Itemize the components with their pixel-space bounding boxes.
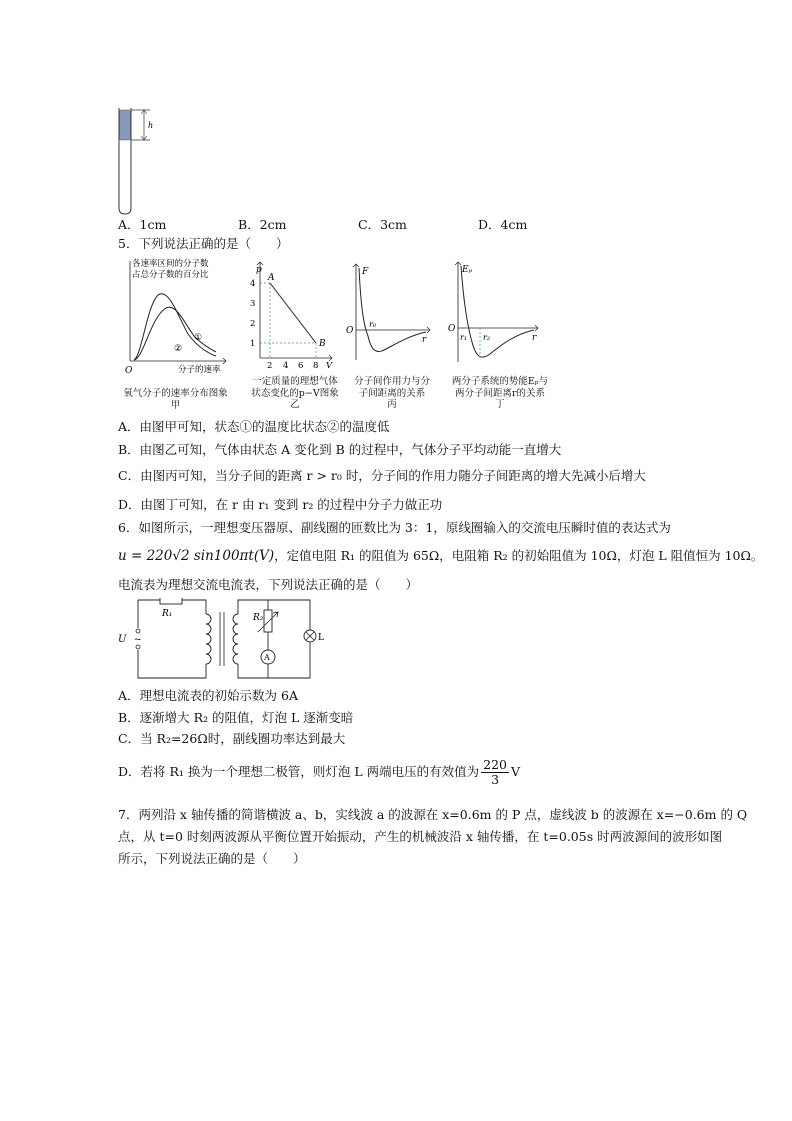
q7-stem-line-3: 所示，下列说法正确的是（ ） [118, 851, 306, 866]
resistor-box-r2 [264, 610, 272, 632]
q6-option-c[interactable]: C．当 R₂=26Ω时，副线圈功率达到最大 [118, 731, 346, 746]
jia-ylabel-2: 占总分子数的百分比 [132, 270, 209, 280]
ding-origin: O [448, 324, 456, 334]
jia-xlabel: 分子的速率 [178, 365, 221, 375]
bing-caption-line-1: 分子间作用力与分 [353, 376, 430, 387]
bing-caption-line-2: 子间距离的关系 [358, 387, 426, 399]
q6-option-a[interactable]: A．理想电流表的初始示数为 6A [118, 688, 298, 703]
q6-stem-line-2-text: ，定值电阻 R₁ 的阻值为 65Ω，电阻箱 R₂ 的初始阻值为 10Ω，灯泡 L 阻值恒为 10Ω。 [274, 548, 764, 563]
ding-caption [444, 376, 556, 411]
yi-xtick: 6 [298, 361, 304, 370]
ding-r2-label: r₂ [483, 333, 491, 342]
figure-jia-speed-distribution [118, 256, 230, 376]
yi-point-a: A [268, 273, 275, 283]
tube-h-label: h [148, 121, 154, 130]
bing-force-curve [359, 268, 426, 351]
mercury-column [120, 110, 131, 140]
q5-stem: 5．下列说法正确的是（ ） [118, 236, 289, 251]
yi-caption-line-1: 一定质量的理想气体 [252, 376, 338, 387]
q6-option-d[interactable] [118, 757, 520, 787]
bing-y-axis-label: F [362, 267, 369, 277]
glass-tube-figure [110, 104, 160, 216]
ding-r1-label: r₁ [460, 333, 468, 342]
q4-option-b[interactable]: B．2cm [238, 217, 287, 232]
bing-origin: O [346, 326, 354, 336]
ammeter-label: A [264, 653, 270, 662]
q4-option-c[interactable]: C．3cm [358, 217, 407, 232]
figure-yi-pv-graph [240, 258, 336, 370]
ding-caption-line-3: 丁 [495, 399, 505, 410]
q5-option-c[interactable]: C．由图丙可知，当分子间的距离 r > r₀ 时，分子间的作用力随分子间距离的增大先减小后增大 [118, 468, 646, 483]
jia-origin: O [125, 366, 133, 376]
q6-stem-line-1: 6．如图所示，一理想变压器原、副线圈的匝数比为 3：1，原线圈输入的交流电压瞬时值的表达式为 [118, 520, 671, 535]
q7-stem-line-1: 7．两列沿 x 轴传播的简谐横波 a、b，实线波 a 的波源在 x=0.6m 的 P 点，虚线波 b 的波源在 x=−0.6m 的 Q [118, 807, 748, 822]
q5-option-d[interactable]: D．由图丁可知，在 r 由 r₁ 变到 r₂ 的过程中分子力做正功 [118, 497, 443, 512]
yi-caption-line-3: 乙 [290, 399, 300, 410]
figure-ding-potential-energy [444, 258, 544, 370]
primary-coil [206, 614, 211, 664]
ding-caption-line-2: 两分子间距离r的关系 [454, 387, 546, 399]
q5-option-b[interactable]: B．由图乙可知，气体由状态 A 变化到 B 的过程中，气体分子平均动能一直增大 [118, 442, 562, 457]
jia-ylabel-1: 各速率区间的分子数 [132, 259, 209, 269]
q6-option-d-text: D．若将 R₁ 换为一个理想二极管，则灯泡 L 两端电压的有效值为 [118, 764, 480, 779]
yi-ytick: 1 [250, 339, 256, 349]
q6-option-d-unit: V [511, 764, 521, 779]
figure-bing-force-distance [344, 260, 436, 370]
q6-stem-line-3: 电流表为理想交流电流表，下列说法正确的是（ ） [118, 577, 419, 592]
q6-stem-line-2 [118, 548, 763, 564]
yi-point-b: B [319, 339, 326, 349]
secondary-coil [233, 614, 238, 664]
jia-caption-line-2: 甲 [170, 399, 181, 411]
bing-caption [342, 376, 442, 411]
lamp-label: L [318, 633, 324, 643]
yi-process-line [270, 283, 316, 343]
q7-stem-line-2: 点，从 t=0 时刻两波源从平衡位置开始振动，产生的机械波沿 x 轴传播，在 t=0.05s 时两波源间的波形如图 [118, 829, 723, 844]
bing-caption-line-3: 丙 [387, 399, 397, 410]
jia-curve-2-label: ② [174, 344, 183, 354]
bing-x-axis-label: r [422, 335, 427, 345]
fraction-denominator: 3 [491, 772, 500, 787]
yi-xtick: 2 [267, 361, 273, 370]
yi-y-axis-label: p [256, 265, 262, 275]
q4-option-d[interactable]: D．4cm [478, 217, 528, 232]
yi-caption [240, 376, 350, 411]
jia-caption [118, 388, 233, 411]
jia-caption-line-1: 氧气分子的速率分布图象 [123, 388, 228, 399]
yi-x-axis-label: V [326, 361, 333, 370]
yi-xtick: 8 [313, 361, 319, 370]
yi-ytick: 2 [250, 319, 256, 329]
q6-voltage-expression: u = 220√2 sin100πt(V) [118, 548, 275, 564]
ding-x-axis-label: r [532, 333, 537, 343]
yi-xtick: 4 [283, 361, 289, 370]
q5-option-a[interactable]: A．由图甲可知，状态①的温度比状态②的温度低 [118, 419, 390, 434]
yi-ytick: 3 [250, 299, 256, 309]
jia-curve-1-label: ① [194, 333, 203, 343]
ac-source-symbol: ~ [134, 635, 142, 645]
fraction-numerator: 220 [483, 757, 507, 772]
q6-option-b[interactable]: B．逐渐增大 R₂ 的阻值，灯泡 L 逐渐变暗 [118, 710, 354, 725]
voltage-fraction [481, 758, 509, 787]
bing-r0-label: r₀ [369, 320, 377, 329]
ding-caption-line-1: 两分子系统的势能Eₚ与 [451, 376, 549, 387]
ding-energy-curve [461, 266, 534, 357]
yi-caption-line-2: 状态变化的p−V图象 [251, 387, 339, 399]
r2-label: R₂ [253, 613, 264, 623]
ding-y-axis-label: Eₚ [462, 265, 473, 275]
u-label: U [118, 634, 127, 645]
q4-option-a[interactable]: A．1cm [118, 217, 167, 232]
r1-label: R₁ [162, 609, 173, 619]
resistor-r1 [160, 598, 182, 604]
transformer-circuit-diagram [112, 598, 332, 682]
yi-ytick: 4 [250, 279, 256, 289]
